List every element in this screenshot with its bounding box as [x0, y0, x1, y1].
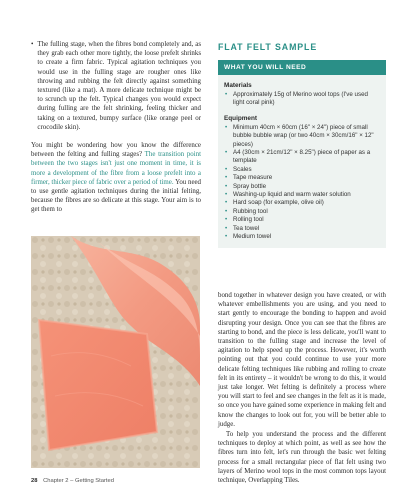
- bullet-dot: •: [31, 41, 34, 48]
- body-paragraph: To help you understand the process and the different techniques to deploy at which point, as well as see how the fibres turn into felt, let's run through the basic wet felting process for a small rectangular piece of flat felt using two layers of Merino wool tops in the most common tops layout technique, Overlapping Tiles.: [218, 431, 386, 485]
- sidebar-title: FLAT FELT SAMPLE: [218, 42, 318, 52]
- list-item: • Spray bottle: [224, 183, 380, 191]
- list-item: • Rolling tool: [224, 216, 380, 224]
- body-paragraph: bond together in whatever design you have created, or with whatever embellishments you are using, and you need to start gently to encourage the bonding to happen and avoid disrupting your design. Once you can see that the fibres are starting to bond, and the piece is less delicate, you'll want to transition to the fulling stage and increase the level of agitation to help speed up the process. However, it's worth pointing out that you could continue to use your more delicate felting techniques like rubbing and rolling to create felt in its entirety – it wouldn't be wrong to do this, it would just take longer. Wet felting is definitely a process where you will start to feel and see changes in the felt as it is made, so once you have gained some experience in making felt and know the changes to look out for, you will be better able to judge.: [218, 292, 386, 428]
- list-item: • Minimum 40cm × 60cm (16" × 24") piece of small bubble bubble wrap (or two 40cm × 30cm/16" × 12" pieces): [224, 124, 380, 149]
- list-item: • Tape measure: [224, 174, 380, 182]
- list-item: • Washing-up liquid and warm water solution: [224, 191, 380, 199]
- paragraph-lead: You might be wondering how you know the difference between the felting and fulling stages?: [31, 142, 201, 159]
- materials-heading: Materials: [224, 82, 252, 89]
- bullet-paragraph: [31, 40, 201, 132]
- what-you-will-need-box: [218, 60, 386, 248]
- felt-sample-photo: [31, 236, 200, 468]
- list-item: • Scales: [224, 166, 380, 174]
- equipment-list: [224, 124, 380, 242]
- list-item: • Approximately 15g of Merino wool tops (I've used light coral pink): [224, 91, 380, 108]
- chapter-label: Chapter 2 – Getting Started: [43, 478, 114, 484]
- box-header: WHAT YOU WILL NEED: [218, 60, 386, 75]
- paragraph-continuation: You need to use gentle agitation techniques during the initial felting, because the fibres are so delicate at this stage. Your aim is to get them to: [31, 178, 202, 214]
- page-footer: [31, 478, 114, 484]
- left-column-text: [31, 40, 201, 215]
- bullet-paragraph-text: The fulling stage, when the fibres bond completely and, as they grab each other more tightly, the loose prefelt shrinks to create a firm fabric. Typical agitation techniques you would use in the fulling stage are rougher ones like throwing and rubbing the felt directly against something textured (like a mat). A more delicate technique might be to scrunch up the felt. Typical changes you would expect during fulling are the felt shrinking, feeling thicker and taking on a textured, bumpy surface (like orange peel or crocodile skin).: [37, 41, 201, 131]
- list-item: • Medium towel: [224, 233, 380, 241]
- materials-section: [218, 82, 386, 108]
- page-number: 28: [31, 478, 38, 484]
- equipment-section: [218, 115, 386, 242]
- felt-photo-illustration: [31, 236, 200, 468]
- equipment-heading: Equipment: [224, 114, 258, 122]
- paragraph-highlight: The transition point between the two stages isn't just one moment in time, it is more a development of the fibre from a loose prefelt into a firmer, thicker piece of fabric over a period of time.: [31, 151, 201, 186]
- body-paragraph: [31, 141, 201, 215]
- flat-felt-sample-sidebar: [218, 40, 386, 248]
- list-item: • Hard soap (for example, olive oil): [224, 199, 380, 207]
- list-item: • A4 (30cm × 21cm/12" × 8.25") piece of paper as a template: [224, 149, 380, 166]
- right-column-text: [218, 291, 386, 485]
- list-item: • Rubbing tool: [224, 208, 380, 216]
- list-item: • Tea towel: [224, 225, 380, 233]
- materials-list: [224, 91, 380, 108]
